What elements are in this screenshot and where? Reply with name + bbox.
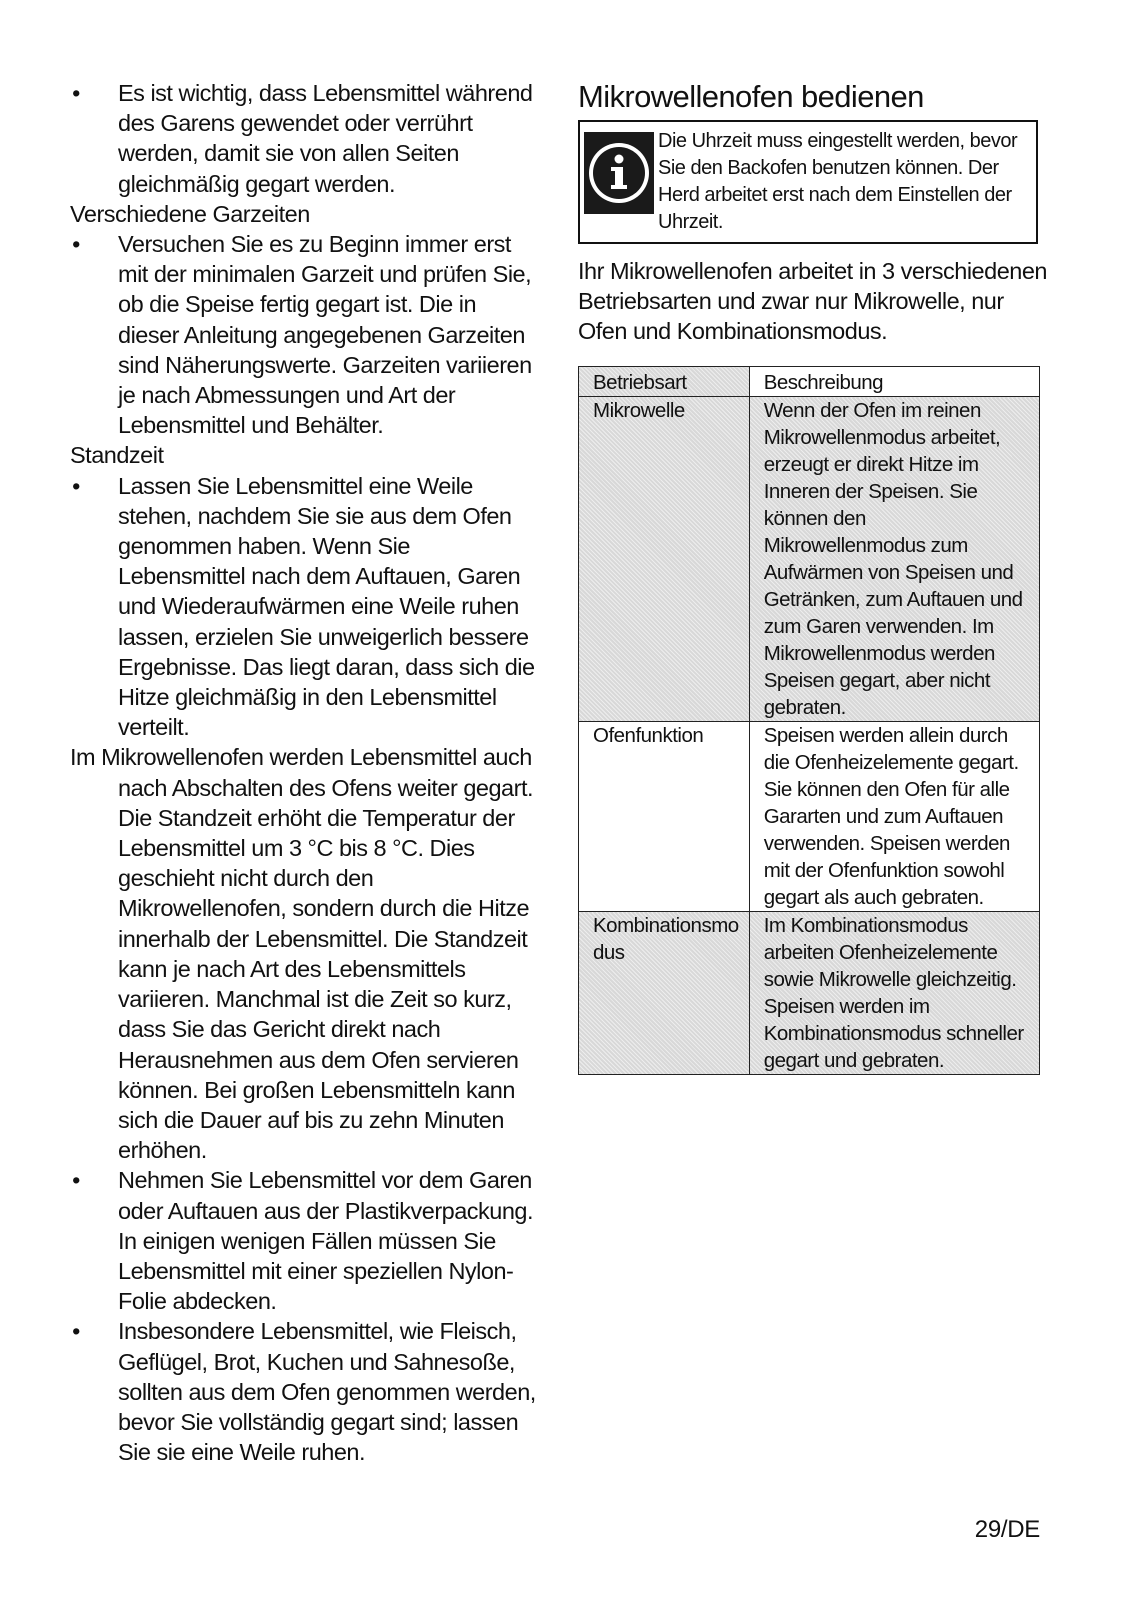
bullet-minimal-time — [70, 229, 540, 440]
mode-cell: Kombinationsmo dus — [579, 912, 750, 1075]
description-cell: Wenn der Ofen im reinen Mikrowellenmodus arbeitet, erzeugt er direkt Hitze im Inneren der Speisen. Sie können den Mikrowellenmodus zum Aufwärmen von Speisen und Getränken, zum Auftauen und zum Garen verwenden. Im Mikrowellenmodus werden Speisen gegart, aber nicht gebraten. — [749, 397, 1039, 722]
section-title: Mikrowellenofen bedienen — [578, 79, 924, 114]
bullet-text: Nehmen Sie Lebensmittel vor dem Garen oder Auftauen aus der Plastikverpackung. In einigen wenigen Fällen müssen Sie Lebensmittel mit einer speziellen Nylon-Folie abdecken. — [118, 1167, 534, 1315]
mode-cell: Ofenfunktion — [579, 722, 750, 912]
bullet-text: Insbesondere Lebensmittel, wie Fleisch, Geflügel, Brot, Kuchen und Sahnesoße, sollten aus dem Ofen genommen werden, bevor Sie vollständig gegart sind; lassen Sie sie eine Weile ruhen. — [118, 1318, 536, 1466]
bullet-remove-early — [70, 1316, 540, 1467]
bullet-text: Lassen Sie Lebensmittel eine Weile stehen, nachdem Sie sie aus dem Ofen genommen haben. Wenn Sie Lebensmittel nach dem Auftauen, Garen und Wiederaufwärmen eine Weile ruhen lassen, erzielen Sie unweigerlich bessere Ergebnisse. Das liegt daran, dass sich die Hitze gleichmäßig in den Lebensmittel verteilt. — [118, 472, 535, 741]
bullet-turn-food — [70, 78, 540, 199]
mode-cell: Mikrowelle — [579, 397, 750, 722]
page-number: 29/DE — [974, 1516, 1040, 1543]
description-cell: Im Kombinationsmodus arbeiten Ofenheizelemente sowie Mikrowelle gleichzeitig. Speisen werden im Kombinationsmodus schneller gegart und gebraten. — [749, 912, 1039, 1075]
bullet-remove-packaging — [70, 1165, 540, 1316]
bullet-icon: • — [72, 472, 80, 499]
header-description: Beschreibung — [749, 367, 1039, 397]
header-mode: Betriebsart — [579, 367, 750, 397]
table-row — [579, 722, 1040, 912]
right-column — [578, 76, 1038, 118]
subheading-cooking-times: Verschiedene Garzeiten — [70, 200, 310, 227]
bullet-icon: • — [72, 1167, 80, 1194]
operating-modes-table — [578, 366, 1040, 1075]
table-row — [579, 397, 1040, 722]
bullet-icon: • — [72, 231, 80, 258]
bullet-icon: • — [72, 80, 80, 106]
bullet-let-stand — [70, 471, 540, 743]
table-header-row — [579, 367, 1040, 397]
intro-paragraph: Ihr Mikrowellenofen arbeitet in 3 verschiedenen Betriebsarten und zwar nur Mikrowelle, nur Ofen und Kombinationsmodus. — [578, 258, 1047, 345]
bullet-icon: • — [72, 1318, 80, 1345]
description-cell: Speisen werden allein durch die Ofenheizelemente gegart. Sie können den Ofen für alle Gararten und zum Auftauen verwenden. Speisen werden mit der Ofenfunktion sowohl gegart als auch gebraten. — [749, 722, 1039, 912]
table-row — [579, 912, 1040, 1075]
paragraph-continued-cooking: Im Mikrowellenofen werden Lebensmittel auch nach Abschalten des Ofens weiter gegart. Die Standzeit erhöht die Temperatur der Lebensmittel um 3 °C bis 8 °C. Dies geschieht nicht durch den Mikrowellenofen, sondern durch die Hitze innerhalb der Lebensmittel. Die Standzeit kann je nach Art des Lebensmittels variieren. Manchmal ist die Zeit so kurz, dass Sie das Gericht direkt nach Herausnehmen aus dem Ofen servieren können. Bei großen Lebensmitteln kann sich die Dauer auf bis zu zehn Minuten erhöhen. — [70, 744, 534, 1164]
left-column — [70, 78, 540, 1467]
bullet-text: Versuchen Sie es zu Beginn immer erst mit der minimalen Garzeit und prüfen Sie, ob die Speise fertig gegart ist. Die in dieser Anleitung angegebenen Garzeiten sind Näherungswerte. Garzeiten variieren je nach Abmessungen und Art der Lebensmittel und Behälter. — [118, 231, 532, 439]
info-icon — [584, 132, 654, 214]
info-note-box — [578, 120, 1038, 244]
subheading-standing-time: Standzeit — [70, 442, 164, 469]
bullet-text: Es ist wichtig, dass Lebensmittel während des Garens gewendet oder verrührt werden, damit sie von allen Seiten gleichmäßig gegart werden. — [118, 80, 533, 197]
info-note-text: Die Uhrzeit muss eingestellt werden, bevor Sie den Backofen benutzen können. Der Herd arbeitet erst nach dem Einstellen der Uhrzeit. — [658, 130, 1018, 233]
